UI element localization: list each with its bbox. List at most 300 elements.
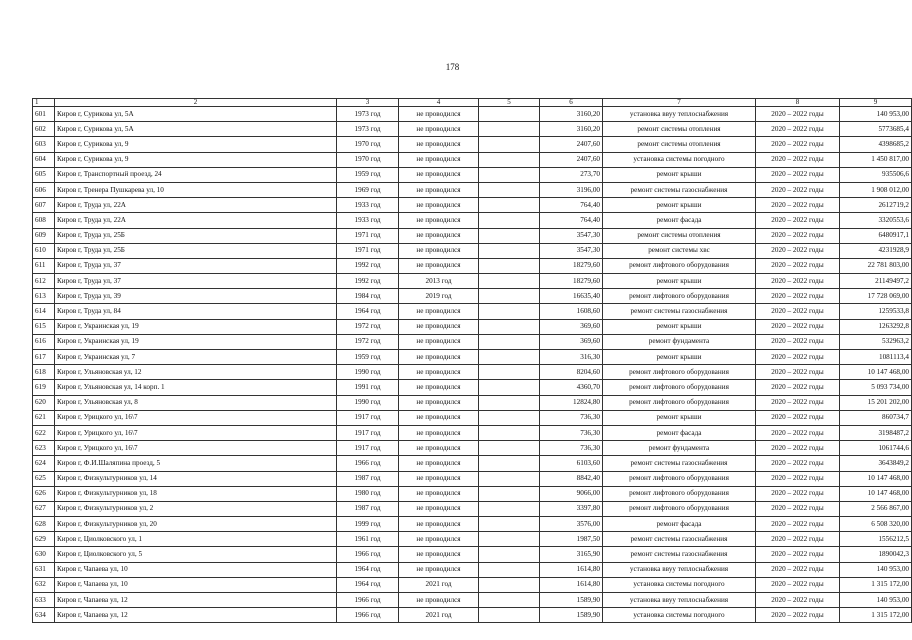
row-number: 605 [33,167,55,182]
build-year-cell: 1917 год [337,410,399,425]
area-cell: 18279,60 [540,274,603,289]
row-number: 626 [33,486,55,501]
work-type-cell: ремонт лифтового оборудования [603,395,756,410]
last-repair-cell: не проводился [399,137,479,152]
build-year-cell: 1969 год [337,182,399,197]
table-row [33,167,912,182]
row-number: 630 [33,547,55,562]
table-row [33,425,912,440]
area-cell: 1614,80 [540,562,603,577]
empty-cell [479,334,540,349]
period-cell: 2020 – 2022 годы [756,182,840,197]
work-type-cell: ремонт фасада [603,425,756,440]
period-cell: 2020 – 2022 годы [756,441,840,456]
cost-cell: 6480917,1 [840,228,912,243]
row-number: 612 [33,274,55,289]
cost-cell: 1259533,8 [840,304,912,319]
empty-cell [479,517,540,532]
cost-cell: 1 315 172,00 [840,577,912,592]
last-repair-cell: 2019 год [399,289,479,304]
last-repair-cell: не проводился [399,213,479,228]
table-row [33,486,912,501]
area-cell: 764,40 [540,198,603,213]
address-cell: Киров г, Урицкого ул, 16\7 [55,425,337,440]
work-type-cell: ремонт системы газоснабжения [603,532,756,547]
period-cell: 2020 – 2022 годы [756,107,840,122]
period-cell: 2020 – 2022 годы [756,213,840,228]
area-cell: 1608,60 [540,304,603,319]
build-year-cell: 1961 год [337,532,399,547]
row-number: 604 [33,152,55,167]
cost-cell: 21149497,2 [840,274,912,289]
build-year-cell: 1971 год [337,243,399,258]
cost-cell: 4231928,9 [840,243,912,258]
row-number: 621 [33,410,55,425]
build-year-cell: 1990 год [337,365,399,380]
table-row [33,137,912,152]
work-type-cell: ремонт лифтового оборудования [603,471,756,486]
work-type-cell: ремонт лифтового оборудования [603,258,756,273]
period-cell: 2020 – 2022 годы [756,562,840,577]
table-row [33,228,912,243]
empty-cell [479,152,540,167]
build-year-cell: 1972 год [337,319,399,334]
table-row [33,304,912,319]
build-year-cell: 1980 год [337,486,399,501]
empty-cell [479,228,540,243]
period-cell: 2020 – 2022 годы [756,198,840,213]
last-repair-cell: не проводился [399,228,479,243]
address-cell: Киров г, Чапаева ул, 10 [55,562,337,577]
last-repair-cell: не проводился [399,425,479,440]
build-year-cell: 1933 год [337,213,399,228]
area-cell: 4360,70 [540,380,603,395]
work-type-cell: ремонт крыши [603,350,756,365]
row-number: 610 [33,243,55,258]
address-cell: Киров г, Труда ул, 84 [55,304,337,319]
row-number: 611 [33,258,55,273]
period-cell: 2020 – 2022 годы [756,334,840,349]
cost-cell: 6 508 320,00 [840,517,912,532]
area-cell: 1987,50 [540,532,603,547]
table-row [33,517,912,532]
empty-cell [479,167,540,182]
column-header: 9 [840,99,912,107]
empty-cell [479,456,540,471]
work-type-cell: ремонт системы газоснабжения [603,547,756,562]
build-year-cell: 1917 год [337,441,399,456]
last-repair-cell: не проводился [399,319,479,334]
last-repair-cell: не проводился [399,517,479,532]
empty-cell [479,319,540,334]
build-year-cell: 1959 год [337,167,399,182]
last-repair-cell: не проводился [399,547,479,562]
work-type-cell: ремонт системы отопления [603,137,756,152]
work-type-cell: ремонт крыши [603,319,756,334]
last-repair-cell: 2021 год [399,577,479,592]
last-repair-cell: не проводился [399,243,479,258]
page-number: 178 [445,62,460,72]
period-cell: 2020 – 2022 годы [756,547,840,562]
period-cell: 2020 – 2022 годы [756,577,840,592]
area-cell: 8842,40 [540,471,603,486]
table-row [33,547,912,562]
column-header: 2 [55,99,337,107]
address-cell: Киров г, Труда ул, 25Б [55,243,337,258]
period-cell: 2020 – 2022 годы [756,167,840,182]
column-header: 4 [399,99,479,107]
last-repair-cell: не проводился [399,334,479,349]
table-row [33,532,912,547]
work-type-cell: ремонт лифтового оборудования [603,380,756,395]
row-number: 607 [33,198,55,213]
empty-cell [479,274,540,289]
work-type-cell: ремонт системы хвс [603,243,756,258]
cost-cell: 1061744,6 [840,441,912,456]
row-number: 603 [33,137,55,152]
empty-cell [479,410,540,425]
cost-cell: 1 450 817,00 [840,152,912,167]
row-number: 628 [33,517,55,532]
last-repair-cell: не проводился [399,501,479,516]
last-repair-cell: не проводился [399,486,479,501]
area-cell: 273,70 [540,167,603,182]
row-number: 616 [33,334,55,349]
empty-cell [479,213,540,228]
table-row [33,258,912,273]
cost-cell: 2612719,2 [840,198,912,213]
area-cell: 369,60 [540,319,603,334]
cost-cell: 140 953,00 [840,562,912,577]
address-cell: Киров г, Труда ул, 25Б [55,228,337,243]
address-cell: Киров г, Украинская ул, 19 [55,334,337,349]
address-cell: Киров г, Урицкого ул, 16\7 [55,410,337,425]
table-row [33,213,912,228]
empty-cell [479,471,540,486]
cost-cell: 4398685,2 [840,137,912,152]
period-cell: 2020 – 2022 годы [756,122,840,137]
area-cell: 736,30 [540,441,603,456]
cost-cell: 1890042,3 [840,547,912,562]
work-type-cell: установка системы погодного [603,608,756,623]
last-repair-cell: не проводился [399,456,479,471]
last-repair-cell: не проводился [399,471,479,486]
build-year-cell: 1972 год [337,334,399,349]
table-row [33,350,912,365]
period-cell: 2020 – 2022 годы [756,350,840,365]
build-year-cell: 1992 год [337,258,399,273]
table-row [33,410,912,425]
period-cell: 2020 – 2022 годы [756,471,840,486]
work-type-cell: установка ввуу теплоснабжения [603,107,756,122]
column-header: 7 [603,99,756,107]
build-year-cell: 1970 год [337,137,399,152]
empty-cell [479,304,540,319]
build-year-cell: 1966 год [337,547,399,562]
address-cell: Киров г, Физкультурников ул, 18 [55,486,337,501]
cost-cell: 17 728 069,00 [840,289,912,304]
work-type-cell: ремонт лифтового оборудования [603,365,756,380]
address-cell: Киров г, Ф.И.Шаляпина проезд, 5 [55,456,337,471]
build-year-cell: 1917 год [337,425,399,440]
cost-cell: 5773685,4 [840,122,912,137]
address-cell: Киров г, Труда ул, 22А [55,213,337,228]
empty-cell [479,577,540,592]
empty-cell [479,258,540,273]
build-year-cell: 1966 год [337,456,399,471]
table-row [33,243,912,258]
work-type-cell: ремонт системы газоснабжения [603,456,756,471]
cost-cell: 140 953,00 [840,593,912,608]
period-cell: 2020 – 2022 годы [756,410,840,425]
work-type-cell: ремонт крыши [603,167,756,182]
empty-cell [479,350,540,365]
column-header: 3 [337,99,399,107]
build-year-cell: 1999 год [337,517,399,532]
period-cell: 2020 – 2022 годы [756,395,840,410]
table-row [33,274,912,289]
build-year-cell: 1966 год [337,593,399,608]
work-type-cell: ремонт лифтового оборудования [603,289,756,304]
address-cell: Киров г, Украинская ул, 7 [55,350,337,365]
address-cell: Киров г, Сурикова ул, 5А [55,122,337,137]
area-cell: 3547,30 [540,228,603,243]
period-cell: 2020 – 2022 годы [756,501,840,516]
cost-cell: 15 201 202,00 [840,395,912,410]
last-repair-cell: не проводился [399,122,479,137]
address-cell: Киров г, Сурикова ул, 9 [55,152,337,167]
last-repair-cell: 2013 год [399,274,479,289]
row-number: 627 [33,501,55,516]
last-repair-cell: не проводился [399,562,479,577]
empty-cell [479,547,540,562]
area-cell: 9066,00 [540,486,603,501]
empty-cell [479,425,540,440]
build-year-cell: 1987 год [337,501,399,516]
area-cell: 736,30 [540,410,603,425]
row-number: 633 [33,593,55,608]
table-row [33,107,912,122]
address-cell: Киров г, Физкультурников ул, 2 [55,501,337,516]
build-year-cell: 1933 год [337,198,399,213]
address-cell: Киров г, Циолковского ул, 1 [55,532,337,547]
area-cell: 3160,20 [540,122,603,137]
table-row [33,152,912,167]
table-row [33,198,912,213]
address-cell: Киров г, Чапаева ул, 12 [55,593,337,608]
empty-cell [479,486,540,501]
column-header: 6 [540,99,603,107]
work-type-cell: ремонт фасада [603,517,756,532]
cost-cell: 3643849,2 [840,456,912,471]
address-cell: Киров г, Труда ул, 37 [55,258,337,273]
row-number: 625 [33,471,55,486]
cost-cell: 140 953,00 [840,107,912,122]
period-cell: 2020 – 2022 годы [756,425,840,440]
period-cell: 2020 – 2022 годы [756,319,840,334]
work-type-cell: ремонт лифтового оборудования [603,486,756,501]
build-year-cell: 1990 год [337,395,399,410]
build-year-cell: 1991 год [337,380,399,395]
last-repair-cell: не проводился [399,198,479,213]
last-repair-cell: не проводился [399,380,479,395]
cost-cell: 10 147 468,00 [840,486,912,501]
table-row [33,577,912,592]
area-cell: 1614,80 [540,577,603,592]
work-type-cell: ремонт системы отопления [603,122,756,137]
empty-cell [479,501,540,516]
period-cell: 2020 – 2022 годы [756,517,840,532]
cost-cell: 2 566 867,00 [840,501,912,516]
period-cell: 2020 – 2022 годы [756,593,840,608]
row-number: 623 [33,441,55,456]
empty-cell [479,365,540,380]
cost-cell: 5 093 734,00 [840,380,912,395]
row-number: 606 [33,182,55,197]
period-cell: 2020 – 2022 годы [756,228,840,243]
last-repair-cell: не проводился [399,410,479,425]
cost-cell: 10 147 468,00 [840,471,912,486]
last-repair-cell: не проводился [399,532,479,547]
build-year-cell: 1964 год [337,562,399,577]
period-cell: 2020 – 2022 годы [756,456,840,471]
work-type-cell: ремонт системы газоснабжения [603,304,756,319]
build-year-cell: 1970 год [337,152,399,167]
row-number: 614 [33,304,55,319]
table-row [33,593,912,608]
row-number: 631 [33,562,55,577]
area-cell: 736,30 [540,425,603,440]
period-cell: 2020 – 2022 годы [756,137,840,152]
address-cell: Киров г, Ульяновская ул, 8 [55,395,337,410]
row-number: 618 [33,365,55,380]
address-cell: Киров г, Сурикова ул, 9 [55,137,337,152]
area-cell: 3397,80 [540,501,603,516]
build-year-cell: 1973 год [337,107,399,122]
build-year-cell: 1973 год [337,122,399,137]
empty-cell [479,441,540,456]
row-number: 619 [33,380,55,395]
period-cell: 2020 – 2022 годы [756,304,840,319]
column-header: 8 [756,99,840,107]
area-cell: 764,40 [540,213,603,228]
last-repair-cell: не проводился [399,304,479,319]
area-cell: 3196,00 [540,182,603,197]
cost-cell: 532963,2 [840,334,912,349]
cost-cell: 22 781 803,00 [840,258,912,273]
column-header: 5 [479,99,540,107]
period-cell: 2020 – 2022 годы [756,152,840,167]
area-cell: 16635,40 [540,289,603,304]
area-cell: 2407,60 [540,137,603,152]
period-cell: 2020 – 2022 годы [756,243,840,258]
build-year-cell: 1987 год [337,471,399,486]
build-year-cell: 1971 год [337,228,399,243]
address-cell: Киров г, Ульяновская ул, 14 корп. 1 [55,380,337,395]
work-type-cell: ремонт фасада [603,213,756,228]
area-cell: 18279,60 [540,258,603,273]
work-type-cell: установка системы погодного [603,152,756,167]
cost-cell: 3320553,6 [840,213,912,228]
table-row [33,471,912,486]
period-cell: 2020 – 2022 годы [756,486,840,501]
row-number: 624 [33,456,55,471]
address-cell: Киров г, Чапаева ул, 12 [55,608,337,623]
empty-cell [479,137,540,152]
row-number: 629 [33,532,55,547]
address-cell: Киров г, Циолковского ул, 5 [55,547,337,562]
work-type-cell: ремонт фундамента [603,334,756,349]
area-cell: 8204,60 [540,365,603,380]
address-cell: Киров г, Физкультурников ул, 14 [55,471,337,486]
area-cell: 2407,60 [540,152,603,167]
work-type-cell: ремонт крыши [603,198,756,213]
address-cell: Киров г, Тренера Пушкарева ул, 10 [55,182,337,197]
work-type-cell: ремонт крыши [603,274,756,289]
work-type-cell: установка системы погодного [603,577,756,592]
empty-cell [479,532,540,547]
row-number: 617 [33,350,55,365]
period-cell: 2020 – 2022 годы [756,258,840,273]
period-cell: 2020 – 2022 годы [756,608,840,623]
area-cell: 3165,90 [540,547,603,562]
last-repair-cell: не проводился [399,395,479,410]
work-type-cell: установка ввуу теплоснабжения [603,562,756,577]
cost-cell: 1263292,8 [840,319,912,334]
last-repair-cell: не проводился [399,593,479,608]
work-type-cell: ремонт фундамента [603,441,756,456]
build-year-cell: 1964 год [337,304,399,319]
row-number: 609 [33,228,55,243]
address-cell: Киров г, Труда ул, 39 [55,289,337,304]
table-body [33,107,912,623]
last-repair-cell: не проводился [399,182,479,197]
column-number-row [33,99,912,107]
table-row [33,395,912,410]
address-cell: Киров г, Труда ул, 22А [55,198,337,213]
empty-cell [479,107,540,122]
cost-cell: 1556212,5 [840,532,912,547]
area-cell: 6103,60 [540,456,603,471]
last-repair-cell: не проводился [399,107,479,122]
address-cell: Киров г, Физкультурников ул, 20 [55,517,337,532]
build-year-cell: 1992 год [337,274,399,289]
area-cell: 3576,00 [540,517,603,532]
table-row [33,562,912,577]
row-number: 632 [33,577,55,592]
row-number: 613 [33,289,55,304]
cost-cell: 935506,6 [840,167,912,182]
empty-cell [479,289,540,304]
area-cell: 1589,90 [540,608,603,623]
area-cell: 3547,30 [540,243,603,258]
column-header: 1 [33,99,55,107]
table-row [33,182,912,197]
last-repair-cell: не проводился [399,441,479,456]
table-row [33,380,912,395]
row-number: 602 [33,122,55,137]
build-year-cell: 1966 год [337,608,399,623]
area-cell: 3160,20 [540,107,603,122]
address-cell: Киров г, Чапаева ул, 10 [55,577,337,592]
empty-cell [479,562,540,577]
area-cell: 316,30 [540,350,603,365]
work-type-cell: ремонт системы газоснабжения [603,182,756,197]
cost-cell: 1 908 012,00 [840,182,912,197]
address-cell: Киров г, Труда ул, 37 [55,274,337,289]
table-row [33,608,912,623]
table-row [33,289,912,304]
